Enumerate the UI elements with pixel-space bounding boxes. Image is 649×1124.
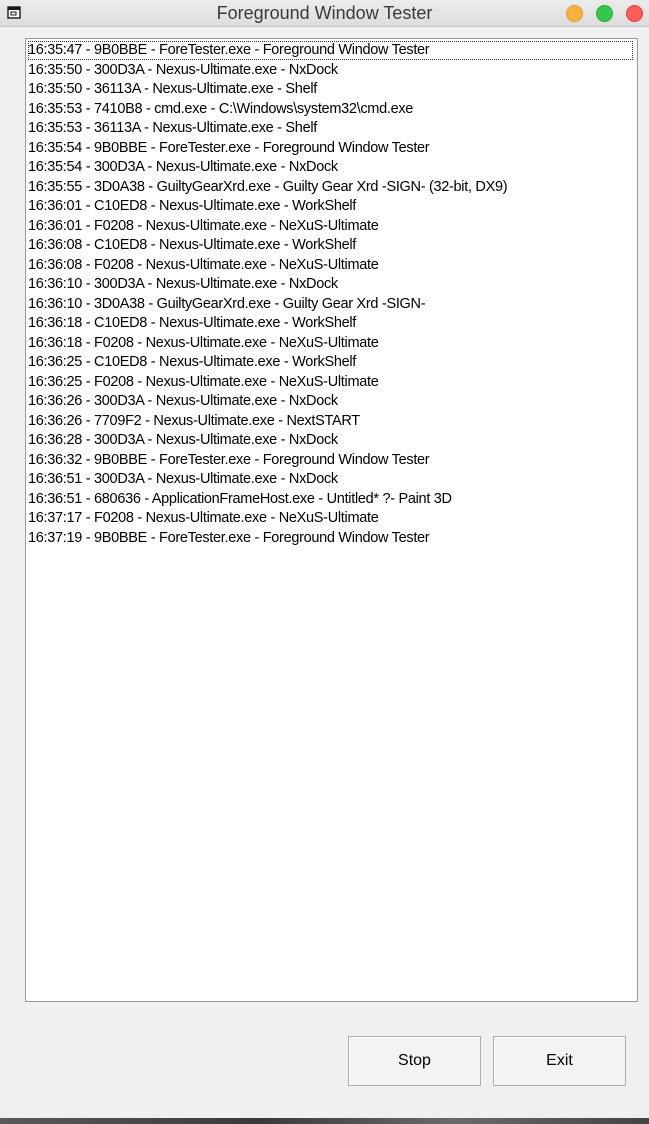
log-line[interactable]: 16:35:50 - 36113A - Nexus-Ultimate.exe - Shelf [28,81,317,97]
log-line[interactable]: 16:36:25 - C10ED8 - Nexus-Ultimate.exe - WorkShelf [28,354,357,370]
title-bar[interactable] [0,0,649,27]
log-line[interactable]: 16:36:51 - 680636 - ApplicationFrameHost.exe - Untitled* ?- Paint 3D [28,490,452,507]
log-line[interactable]: 16:36:28 - 300D3A - Nexus-Ultimate.exe - NxDock [28,432,338,448]
window-title: Foreground Window Tester [216,3,433,23]
log-line[interactable]: 16:36:08 - C10ED8 - Nexus-Ultimate.exe - WorkShelf [28,237,357,253]
log-line[interactable]: 16:36:08 - F0208 - Nexus-Ultimate.exe - NeXuS-Ultimate [28,256,379,273]
log-line[interactable]: 16:36:25 - F0208 - Nexus-Ultimate.exe - NeXuS-Ultimate [28,373,379,390]
log-line[interactable]: 16:36:10 - 300D3A - Nexus-Ultimate.exe - NxDock [28,276,338,292]
window-bottom-edge [0,1118,649,1124]
log-line[interactable]: 16:36:01 - F0208 - Nexus-Ultimate.exe - NeXuS-Ultimate [28,217,379,234]
close-icon[interactable] [626,5,643,22]
log-line[interactable]: 16:35:53 - 36113A - Nexus-Ultimate.exe - Shelf [28,120,317,136]
log-line[interactable]: 16:35:50 - 300D3A - Nexus-Ultimate.exe - NxDock [28,61,338,78]
log-line[interactable]: 16:36:01 - C10ED8 - Nexus-Ultimate.exe - WorkShelf [28,198,357,214]
log-line[interactable]: 16:35:47 - 9B0BBE - ForeTester.exe - Foreground Window Tester [28,41,633,60]
log-line[interactable]: 16:35:53 - 7410B8 - cmd.exe - C:\Windows\system32\cmd.exe [28,100,414,117]
minimize-icon[interactable] [566,5,583,22]
log-line[interactable]: 16:36:32 - 9B0BBE - ForeTester.exe - Foreground Window Tester [28,451,430,468]
log-line[interactable]: 16:36:18 - C10ED8 - Nexus-Ultimate.exe - WorkShelf [28,315,357,331]
stop-button[interactable]: Stop [348,1036,481,1086]
maximize-icon[interactable] [596,5,613,22]
log-line[interactable]: 16:35:54 - 9B0BBE - ForeTester.exe - Foreground Window Tester [28,139,430,156]
log-line[interactable]: 16:37:19 - 9B0BBE - ForeTester.exe - Foreground Window Tester [28,529,430,546]
log-line[interactable]: 16:36:51 - 300D3A - Nexus-Ultimate.exe - NxDock [28,471,338,487]
log-line[interactable]: 16:37:17 - F0208 - Nexus-Ultimate.exe - NeXuS-Ultimate [28,510,379,526]
foreground-log-listbox[interactable] [25,38,638,1002]
log-line[interactable]: 16:35:54 - 300D3A - Nexus-Ultimate.exe - NxDock [28,159,338,175]
log-line[interactable]: 16:36:26 - 300D3A - Nexus-Ultimate.exe - NxDock [28,393,338,409]
log-line[interactable]: 16:35:55 - 3D0A38 - GuiltyGearXrd.exe - Guilty Gear Xrd -SIGN- (32-bit, DX9) [28,178,508,195]
log-line[interactable]: 16:36:26 - 7709F2 - Nexus-Ultimate.exe - NextSTART [28,412,360,429]
log-line[interactable]: 16:36:18 - F0208 - Nexus-Ultimate.exe - NeXuS-Ultimate [28,334,379,351]
log-line[interactable]: 16:36:10 - 3D0A38 - GuiltyGearXrd.exe - Guilty Gear Xrd -SIGN- [28,295,426,312]
exit-button[interactable]: Exit [493,1036,626,1086]
